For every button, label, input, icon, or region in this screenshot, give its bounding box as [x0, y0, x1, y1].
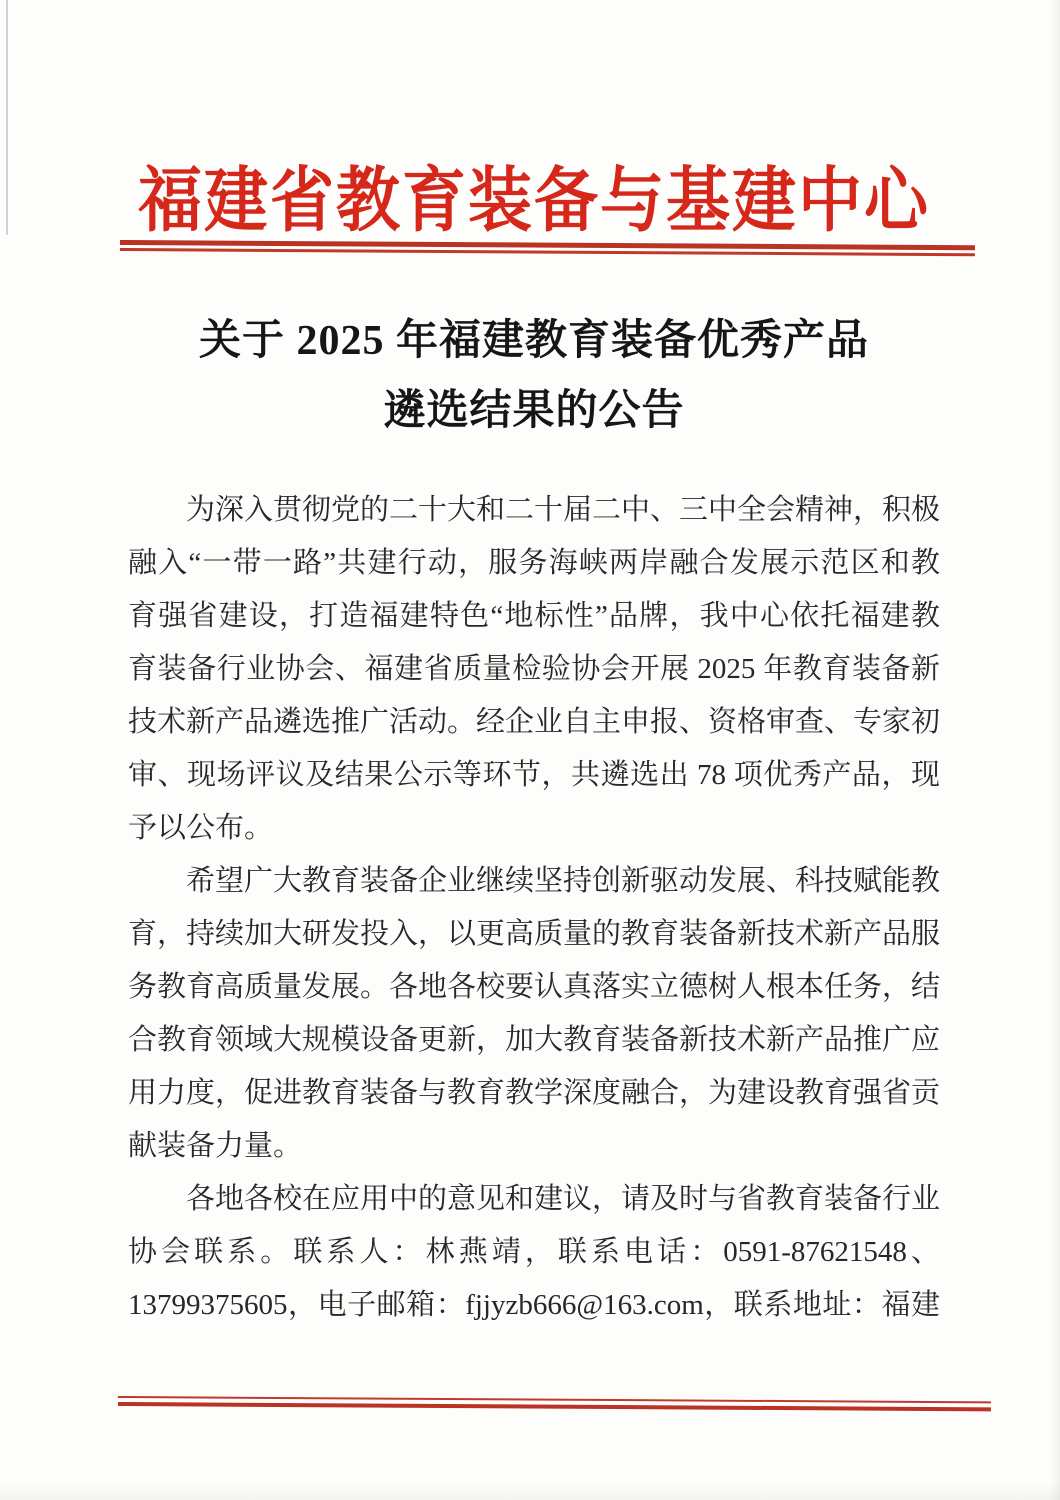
document-body	[128, 484, 940, 1332]
document-title-line2: 遴选结果的公告	[383, 388, 685, 434]
body-line: 审、现场评议及结果公示等环节，共遴选出 78 项优秀产品，现	[128, 759, 940, 791]
body-line: 献装备力量。	[128, 1130, 303, 1162]
footer-double-rule	[118, 1396, 991, 1411]
body-line: 育强省建设，打造福建特色“地标性”品牌，我中心依托福建教	[128, 600, 940, 632]
body-line: 育装备行业协会、福建省质量检验协会开展 2025 年教育装备新	[128, 653, 940, 685]
document-title	[128, 306, 940, 446]
body-line: 用力度，促进教育装备与教育教学深度融合，为建设教育强省贡	[128, 1077, 940, 1109]
document-title-line1: 关于 2025 年福建教育装备优秀产品	[198, 318, 869, 364]
body-line: 务教育高质量发展。各地各校要认真落实立德树人根本任务，结	[128, 971, 940, 1003]
body-line: 合教育领域大规模设备更新，加大教育装备新技术新产品推广应	[128, 1024, 940, 1056]
body-line: 予以公布。	[128, 812, 274, 844]
body-line: 希望广大教育装备企业继续坚持创新驱动发展、科技赋能教	[186, 865, 940, 897]
body-line: 融入“一带一路”共建行动，服务海峡两岸融合发展示范区和教	[128, 547, 940, 579]
body-line: 育，持续加大研发投入，以更高质量的教育装备新技术新产品服	[128, 918, 940, 950]
body-line: 为深入贯彻党的二十大和二十届二中、三中全会精神，积极	[186, 494, 940, 526]
body-line: 协会联系。联系人：林燕靖，联系电话：0591-87621548、	[128, 1236, 940, 1268]
body-line: 各地各校在应用中的意见和建议，请及时与省教育装备行业	[186, 1183, 940, 1215]
body-line: 技术新产品遴选推广活动。经企业自主申报、资格审查、专家初	[128, 706, 940, 738]
body-line: 13799375605，电子邮箱：fjjyzb666@163.com，联系地址：福建	[128, 1289, 940, 1321]
letterhead-org-name: 福建省教育装备与基建中心	[138, 161, 930, 240]
scan-artifact-bottom-edge	[0, 1482, 1060, 1500]
